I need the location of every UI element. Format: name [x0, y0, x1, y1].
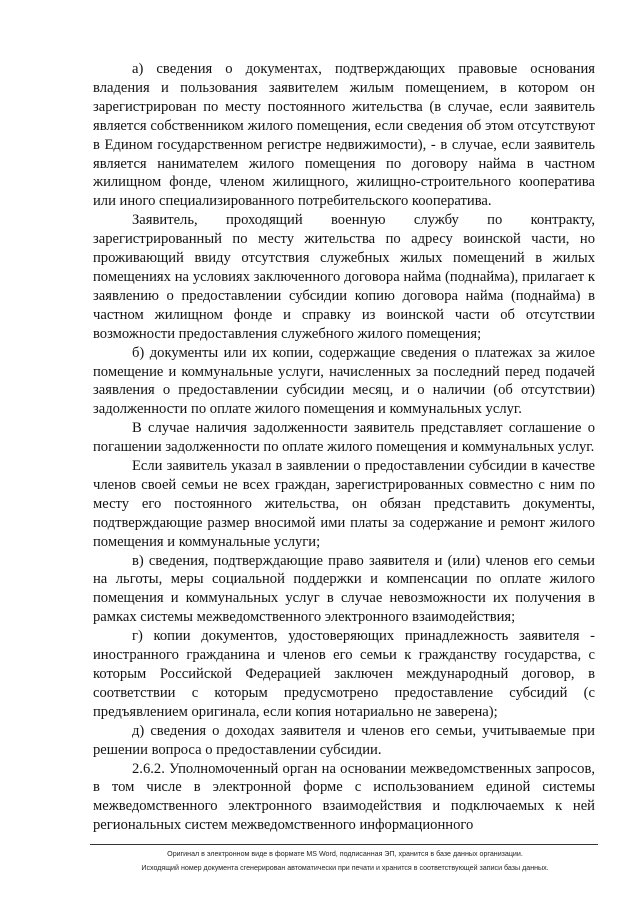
paragraph-v-benefits: в) сведения, подтверждающие право заявителя и (или) членов его семьи на льготы, меры социальной поддержки и компенсации по оплате жилого помещения и коммунальных услуг в случае невозможности их получения в рамках системы межведомственного электронного взаимодействия; [93, 552, 595, 626]
footer-original-note: Оригинал в электронном виде в формате MS Word, подписанная ЭП, хранится в базе данных организации. [167, 850, 523, 858]
page-footer [60, 848, 630, 875]
paragraph-g-citizenship: г) копии документов, удостоверяющих принадлежность заявителя - иностранного гражданина и членов его семьи к гражданству государства, с которым Российской Федерацией заключен международный договор, в соответствии с которым предусмотрено предоставление субсидий (с предъявлением оригинала, если копия нотариально не заверена); [93, 628, 595, 720]
footer-outgoing-number-note: Исходящий номер документа сгенерирован автоматически при печати и хранится в соответствующей записи базы данных. [141, 863, 549, 872]
paragraph-b-payment-documents: б) документы или их копии, содержащие сведения о платежах за жилое помещение и коммунальные услуги, начисленных за последний перед подачей заявления о предоставлении субсидии месяц, и о наличии (об отсутствии) задолженности по оплате жилого помещения и коммунальных услуг. [93, 344, 595, 418]
document-body [93, 60, 595, 835]
paragraph-d-income: д) сведения о доходах заявителя и членов его семьи, учитываемые при решении вопроса о предоставлении субсидии. [93, 722, 595, 758]
paragraph-2-6-2: 2.6.2. Уполномоченный орган на основании межведомственных запросов, в том числе в электронной форме с использованием единой системы межведомственного электронного взаимодействия и подключаемых к ней региональных систем межведомственного информационного [93, 760, 595, 834]
paragraph-a-ownership-documents: а) сведения о документах, подтверждающих правовые основания владения и пользования заявителем жилым помещением, в котором он зарегистрирован по месту постоянного жительства (в случае, если заявитель является собственником жилого помещения, если сведения об этом отсутствуют в Едином государственном регистре недвижимости), - в случае, если заявитель является нанимателем жилого помещения по договору найма в частном жилищном фонде, членом жилищного, жилищно-строительного кооператива или иного специализированного потребительского кооператива. [93, 61, 595, 210]
paragraph-military-applicant: Заявитель, проходящий военную службу по контракту, зарегистрированный по месту жительства по адресу воинской части, но проживающий ввиду отсутствия служебных жилых помещений в жилых помещениях на условиях заключенного договора найма (поднайма), прилагает к заявлению о предоставлении субсидии копию договора найма (поднайма) в частном жилищном фонде и справку из воинской части об отсутствии возможности предоставления служебного жилого помещения; [93, 212, 595, 342]
footer-divider [90, 844, 598, 845]
paragraph-debt-agreement: В случае наличия задолженности заявитель представляет соглашение о погашении задолженности по оплате жилого помещения и коммунальных услуг. [93, 420, 595, 456]
paragraph-family-members: Если заявитель указал в заявлении о предоставлении субсидии в качестве членов своей семьи не всех граждан, зарегистрированных совместно с ним по месту его постоянного жительства, он обязан представить документы, подтверждающие размер вносимой ими платы за содержание и ремонт жилого помещения и коммунальные услуги; [93, 458, 595, 550]
